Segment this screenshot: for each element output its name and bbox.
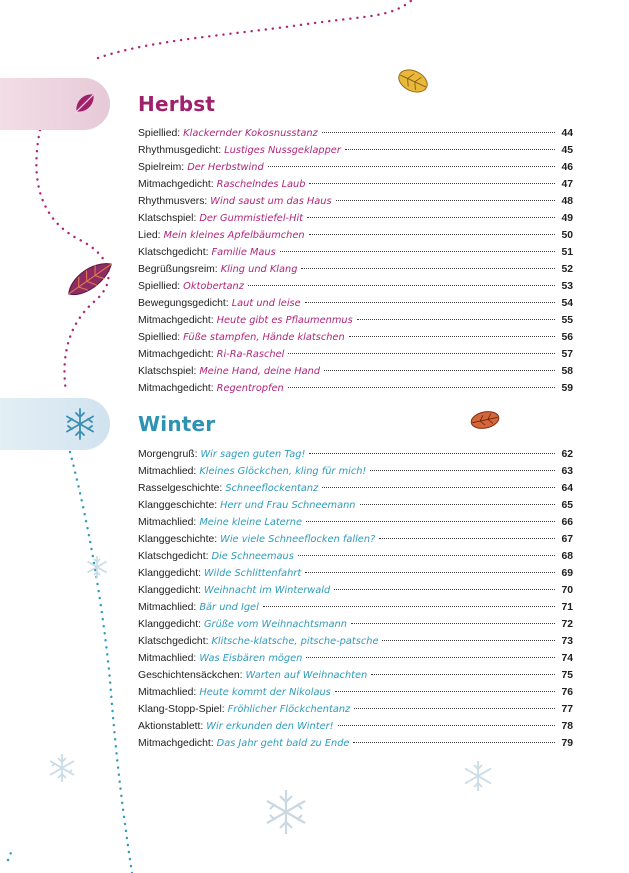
section-title-winter: Winter bbox=[138, 412, 216, 436]
toc-entry-page: 73 bbox=[561, 636, 573, 647]
toc-entry-type: Klatschgedicht: bbox=[138, 551, 209, 562]
dotted-trail-left-winter bbox=[70, 452, 132, 873]
toc-entry-type: Mitmachlied: bbox=[138, 602, 197, 613]
snowflake-icon bbox=[267, 790, 305, 834]
toc-entry-title: Raschelndes Laub bbox=[216, 179, 306, 190]
toc-entry-page: 67 bbox=[561, 534, 573, 545]
dot-leader bbox=[351, 623, 555, 624]
toc-entry-page: 58 bbox=[561, 366, 573, 377]
dot-leader bbox=[379, 538, 555, 539]
toc-entry-type: Bewegungsgedicht: bbox=[138, 298, 229, 309]
toc-entry-page: 65 bbox=[561, 500, 573, 511]
dot-leader bbox=[280, 251, 555, 252]
dot-leader bbox=[322, 132, 555, 133]
dot-leader bbox=[354, 708, 555, 709]
toc-entry-type: Morgengruß: bbox=[138, 449, 198, 460]
toc-entry[interactable] bbox=[138, 193, 573, 210]
toc-entry[interactable] bbox=[138, 295, 573, 312]
toc-entry[interactable] bbox=[138, 210, 573, 227]
toc-entry[interactable] bbox=[138, 582, 573, 599]
toc-entry-page: 50 bbox=[561, 230, 573, 241]
dot-leader bbox=[309, 453, 555, 454]
toc-entry-page: 74 bbox=[561, 653, 573, 664]
toc-entry[interactable] bbox=[138, 176, 573, 193]
toc-entry-title: Ri-Ra-Raschel bbox=[216, 349, 285, 360]
toc-entry-page: 69 bbox=[561, 568, 573, 579]
toc-entry-title: Die Schneemaus bbox=[211, 551, 294, 562]
toc-entry[interactable] bbox=[138, 514, 573, 531]
dot-leader bbox=[306, 521, 555, 522]
leaf-icon bbox=[70, 88, 100, 118]
toc-entry-type: Mitmachlied: bbox=[138, 466, 197, 477]
toc-entry-title: Heute kommt der Nikolaus bbox=[199, 687, 331, 698]
toc-entry-type: Klanggedicht: bbox=[138, 585, 201, 596]
toc-entry-title: Was Eisbären mögen bbox=[199, 653, 303, 664]
toc-entry-type: Rasselgeschichte: bbox=[138, 483, 223, 494]
snowflake-icon bbox=[88, 556, 107, 578]
toc-entry[interactable] bbox=[138, 735, 573, 752]
toc-list-winter bbox=[138, 446, 573, 752]
toc-entry-type: Mitmachgedicht: bbox=[138, 349, 214, 360]
dot-leader bbox=[322, 487, 555, 488]
toc-entry-type: Mitmachgedicht: bbox=[138, 315, 214, 326]
toc-entry-title: Kleines Glöckchen, kling für mich! bbox=[199, 466, 367, 477]
dot-leader bbox=[309, 234, 555, 235]
dot-leader bbox=[306, 657, 555, 658]
toc-entry[interactable] bbox=[138, 616, 573, 633]
toc-entry-page: 46 bbox=[561, 162, 573, 173]
toc-entry-page: 79 bbox=[561, 738, 573, 749]
toc-entry-title: Wir erkunden den Winter! bbox=[206, 721, 334, 732]
toc-entry[interactable] bbox=[138, 463, 573, 480]
dot-leader bbox=[382, 640, 555, 641]
toc-entry-title: Wilde Schlittenfahrt bbox=[203, 568, 302, 579]
toc-entry-type: Geschichtensäckchen: bbox=[138, 670, 243, 681]
toc-entry[interactable] bbox=[138, 329, 573, 346]
toc-entry-title: Bär und Igel bbox=[199, 602, 259, 613]
toc-entry-type: Klatschgedicht: bbox=[138, 636, 209, 647]
dot-leader bbox=[324, 370, 555, 371]
toc-entry-title: Lustiges Nussgeklapper bbox=[224, 145, 341, 156]
dot-leader bbox=[305, 302, 555, 303]
toc-entry[interactable] bbox=[138, 363, 573, 380]
yellow-leaf-icon bbox=[395, 66, 431, 97]
dot-leader bbox=[334, 589, 555, 590]
toc-entry[interactable] bbox=[138, 633, 573, 650]
toc-entry-title: Familie Maus bbox=[211, 247, 276, 258]
toc-entry-title: Wir sagen guten Tag! bbox=[200, 449, 306, 460]
toc-entry-type: Mitmachgedicht: bbox=[138, 738, 214, 749]
toc-entry-type: Lied: bbox=[138, 230, 161, 241]
toc-entry-type: Klanggeschichte: bbox=[138, 534, 218, 545]
toc-entry-title: Wind saust um das Haus bbox=[210, 196, 332, 207]
toc-entry[interactable] bbox=[138, 480, 573, 497]
toc-entry-type: Klatschgedicht: bbox=[138, 247, 209, 258]
dot-leader bbox=[370, 470, 555, 471]
toc-entry-title: Der Gummistiefel-Hit bbox=[199, 213, 304, 224]
toc-entry-page: 68 bbox=[561, 551, 573, 562]
toc-entry[interactable] bbox=[138, 565, 573, 582]
toc-entry-page: 76 bbox=[561, 687, 573, 698]
toc-entry-title: Oktobertanz bbox=[183, 281, 244, 292]
toc-entry-page: 51 bbox=[561, 247, 573, 258]
snowflake-icon bbox=[62, 406, 98, 442]
toc-entry-page: 63 bbox=[561, 466, 573, 477]
toc-entry-title: Der Herbstwind bbox=[187, 162, 264, 173]
toc-entry[interactable] bbox=[138, 244, 573, 261]
toc-entry[interactable] bbox=[138, 125, 573, 142]
toc-entry-page: 56 bbox=[561, 332, 573, 343]
toc-entry-page: 53 bbox=[561, 281, 573, 292]
toc-entry-page: 49 bbox=[561, 213, 573, 224]
toc-entry[interactable] bbox=[138, 684, 573, 701]
dot-leader bbox=[307, 217, 555, 218]
toc-entry-type: Spiellied: bbox=[138, 281, 181, 292]
winter-tab bbox=[0, 398, 110, 450]
toc-entry[interactable] bbox=[138, 667, 573, 684]
dot-leader bbox=[336, 200, 555, 201]
toc-entry-type: Klang-Stopp-Spiel: bbox=[138, 704, 225, 715]
toc-entry[interactable] bbox=[138, 548, 573, 565]
dotted-trail-top bbox=[98, 0, 412, 58]
toc-entry[interactable] bbox=[138, 346, 573, 363]
dotted-trail-left-autumn bbox=[36, 130, 108, 392]
toc-entry-page: 71 bbox=[561, 602, 573, 613]
dot-leader bbox=[248, 285, 555, 286]
herbst-tab bbox=[0, 78, 110, 130]
toc-entry-title: Mein kleines Apfelbäumchen bbox=[163, 230, 305, 241]
toc-entry-page: 75 bbox=[561, 670, 573, 681]
toc-entry-type: Mitmachlied: bbox=[138, 653, 197, 664]
toc-entry-page: 54 bbox=[561, 298, 573, 309]
toc-list-herbst bbox=[138, 125, 573, 397]
toc-entry-title: Das Jahr geht bald zu Ende bbox=[216, 738, 350, 749]
toc-entry-type: Klanggedicht: bbox=[138, 568, 201, 579]
toc-entry-title: Klitsche-klatsche, pitsche-patsche bbox=[211, 636, 379, 647]
toc-entry-title: Regentropfen bbox=[216, 383, 284, 394]
dot-leader bbox=[345, 149, 555, 150]
toc-entry-page: 52 bbox=[561, 264, 573, 275]
dot-leader bbox=[309, 183, 555, 184]
toc-entry-type: Mitmachlied: bbox=[138, 687, 197, 698]
section-title-herbst: Herbst bbox=[138, 92, 216, 116]
toc-entry-type: Rhythmusgedicht: bbox=[138, 145, 222, 156]
toc-entry-page: 57 bbox=[561, 349, 573, 360]
toc-entry-page: 72 bbox=[561, 619, 573, 630]
toc-entry-page: 47 bbox=[561, 179, 573, 190]
toc-entry[interactable] bbox=[138, 261, 573, 278]
dot-leader bbox=[268, 166, 555, 167]
toc-entry-title: Meine kleine Laterne bbox=[199, 517, 302, 528]
toc-entry-title: Schneeflockentanz bbox=[225, 483, 319, 494]
dot-leader bbox=[263, 606, 555, 607]
dot-leader bbox=[305, 572, 555, 573]
toc-entry-type: Spiellied: bbox=[138, 332, 181, 343]
toc-entry[interactable] bbox=[138, 531, 573, 548]
toc-entry[interactable] bbox=[138, 701, 573, 718]
toc-entry-type: Klatschspiel: bbox=[138, 366, 197, 377]
dot-leader bbox=[335, 691, 555, 692]
toc-entry-title: Meine Hand, deine Hand bbox=[199, 366, 321, 377]
toc-entry-page: 70 bbox=[561, 585, 573, 596]
toc-entry-title: Fröhlicher Flöckchentanz bbox=[227, 704, 351, 715]
toc-entry-type: Mitmachlied: bbox=[138, 517, 197, 528]
toc-entry[interactable] bbox=[138, 142, 573, 159]
toc-entry-page: 78 bbox=[561, 721, 573, 732]
toc-entry-title: Laut und leise bbox=[231, 298, 301, 309]
toc-entry-page: 45 bbox=[561, 145, 573, 156]
toc-entry-title: Herr und Frau Schneemann bbox=[220, 500, 356, 511]
dot-leader bbox=[288, 353, 555, 354]
snowflake-icon bbox=[50, 754, 74, 782]
toc-entry-page: 55 bbox=[561, 315, 573, 326]
toc-entry-type: Spielreim: bbox=[138, 162, 185, 173]
toc-entry-type: Begrüßungsreim: bbox=[138, 264, 218, 275]
toc-entry-type: Mitmachgedicht: bbox=[138, 179, 214, 190]
dot-leader bbox=[338, 725, 555, 726]
toc-entry-page: 77 bbox=[561, 704, 573, 715]
dot-leader bbox=[357, 319, 555, 320]
toc-entry[interactable] bbox=[138, 497, 573, 514]
dot-leader bbox=[288, 387, 555, 388]
toc-entry-title: Heute gibt es Pflaumenmus bbox=[216, 315, 353, 326]
toc-entry[interactable] bbox=[138, 312, 573, 329]
toc-entry-title: Füße stampfen, Hände klatschen bbox=[183, 332, 345, 343]
toc-entry[interactable] bbox=[138, 278, 573, 295]
toc-entry[interactable] bbox=[138, 599, 573, 616]
toc-entry[interactable] bbox=[138, 446, 573, 463]
toc-entry-title: Grüße vom Weihnachtsmann bbox=[203, 619, 347, 630]
toc-entry-page: 62 bbox=[561, 449, 573, 460]
toc-entry-type: Rhythmusvers: bbox=[138, 196, 208, 207]
toc-entry-title: Warten auf Weihnachten bbox=[245, 670, 368, 681]
toc-entry[interactable] bbox=[138, 718, 573, 735]
dot-leader bbox=[353, 742, 555, 743]
dotted-trail-bottom-left bbox=[8, 850, 12, 860]
toc-entry-type: Aktionstablett: bbox=[138, 721, 204, 732]
toc-entry-page: 59 bbox=[561, 383, 573, 394]
toc-entry-page: 64 bbox=[561, 483, 573, 494]
toc-entry[interactable] bbox=[138, 650, 573, 667]
toc-entry-title: Wie viele Schneeflocken fallen? bbox=[220, 534, 376, 545]
toc-entry-type: Klanggeschichte: bbox=[138, 500, 218, 511]
toc-entry-type: Spiellied: bbox=[138, 128, 181, 139]
toc-entry-type: Klatschspiel: bbox=[138, 213, 197, 224]
dot-leader bbox=[371, 674, 555, 675]
toc-entry-title: Kling und Klang bbox=[220, 264, 298, 275]
toc-entry-title: Klackernder Kokosnusstanz bbox=[183, 128, 318, 139]
orange-leaf-icon bbox=[470, 409, 501, 430]
toc-entry[interactable] bbox=[138, 227, 573, 244]
toc-entry-title: Weihnacht im Winterwald bbox=[203, 585, 331, 596]
snowflake-icon bbox=[465, 761, 491, 791]
toc-entry-page: 44 bbox=[561, 128, 573, 139]
dot-leader bbox=[360, 504, 556, 505]
toc-entry-page: 66 bbox=[561, 517, 573, 528]
dot-leader bbox=[298, 555, 555, 556]
toc-entry[interactable] bbox=[138, 159, 573, 176]
toc-entry-page: 48 bbox=[561, 196, 573, 207]
dot-leader bbox=[349, 336, 555, 337]
toc-entry[interactable] bbox=[138, 380, 573, 397]
dot-leader bbox=[301, 268, 555, 269]
toc-entry-type: Mitmachgedicht: bbox=[138, 383, 214, 394]
toc-entry-type: Klanggedicht: bbox=[138, 619, 201, 630]
